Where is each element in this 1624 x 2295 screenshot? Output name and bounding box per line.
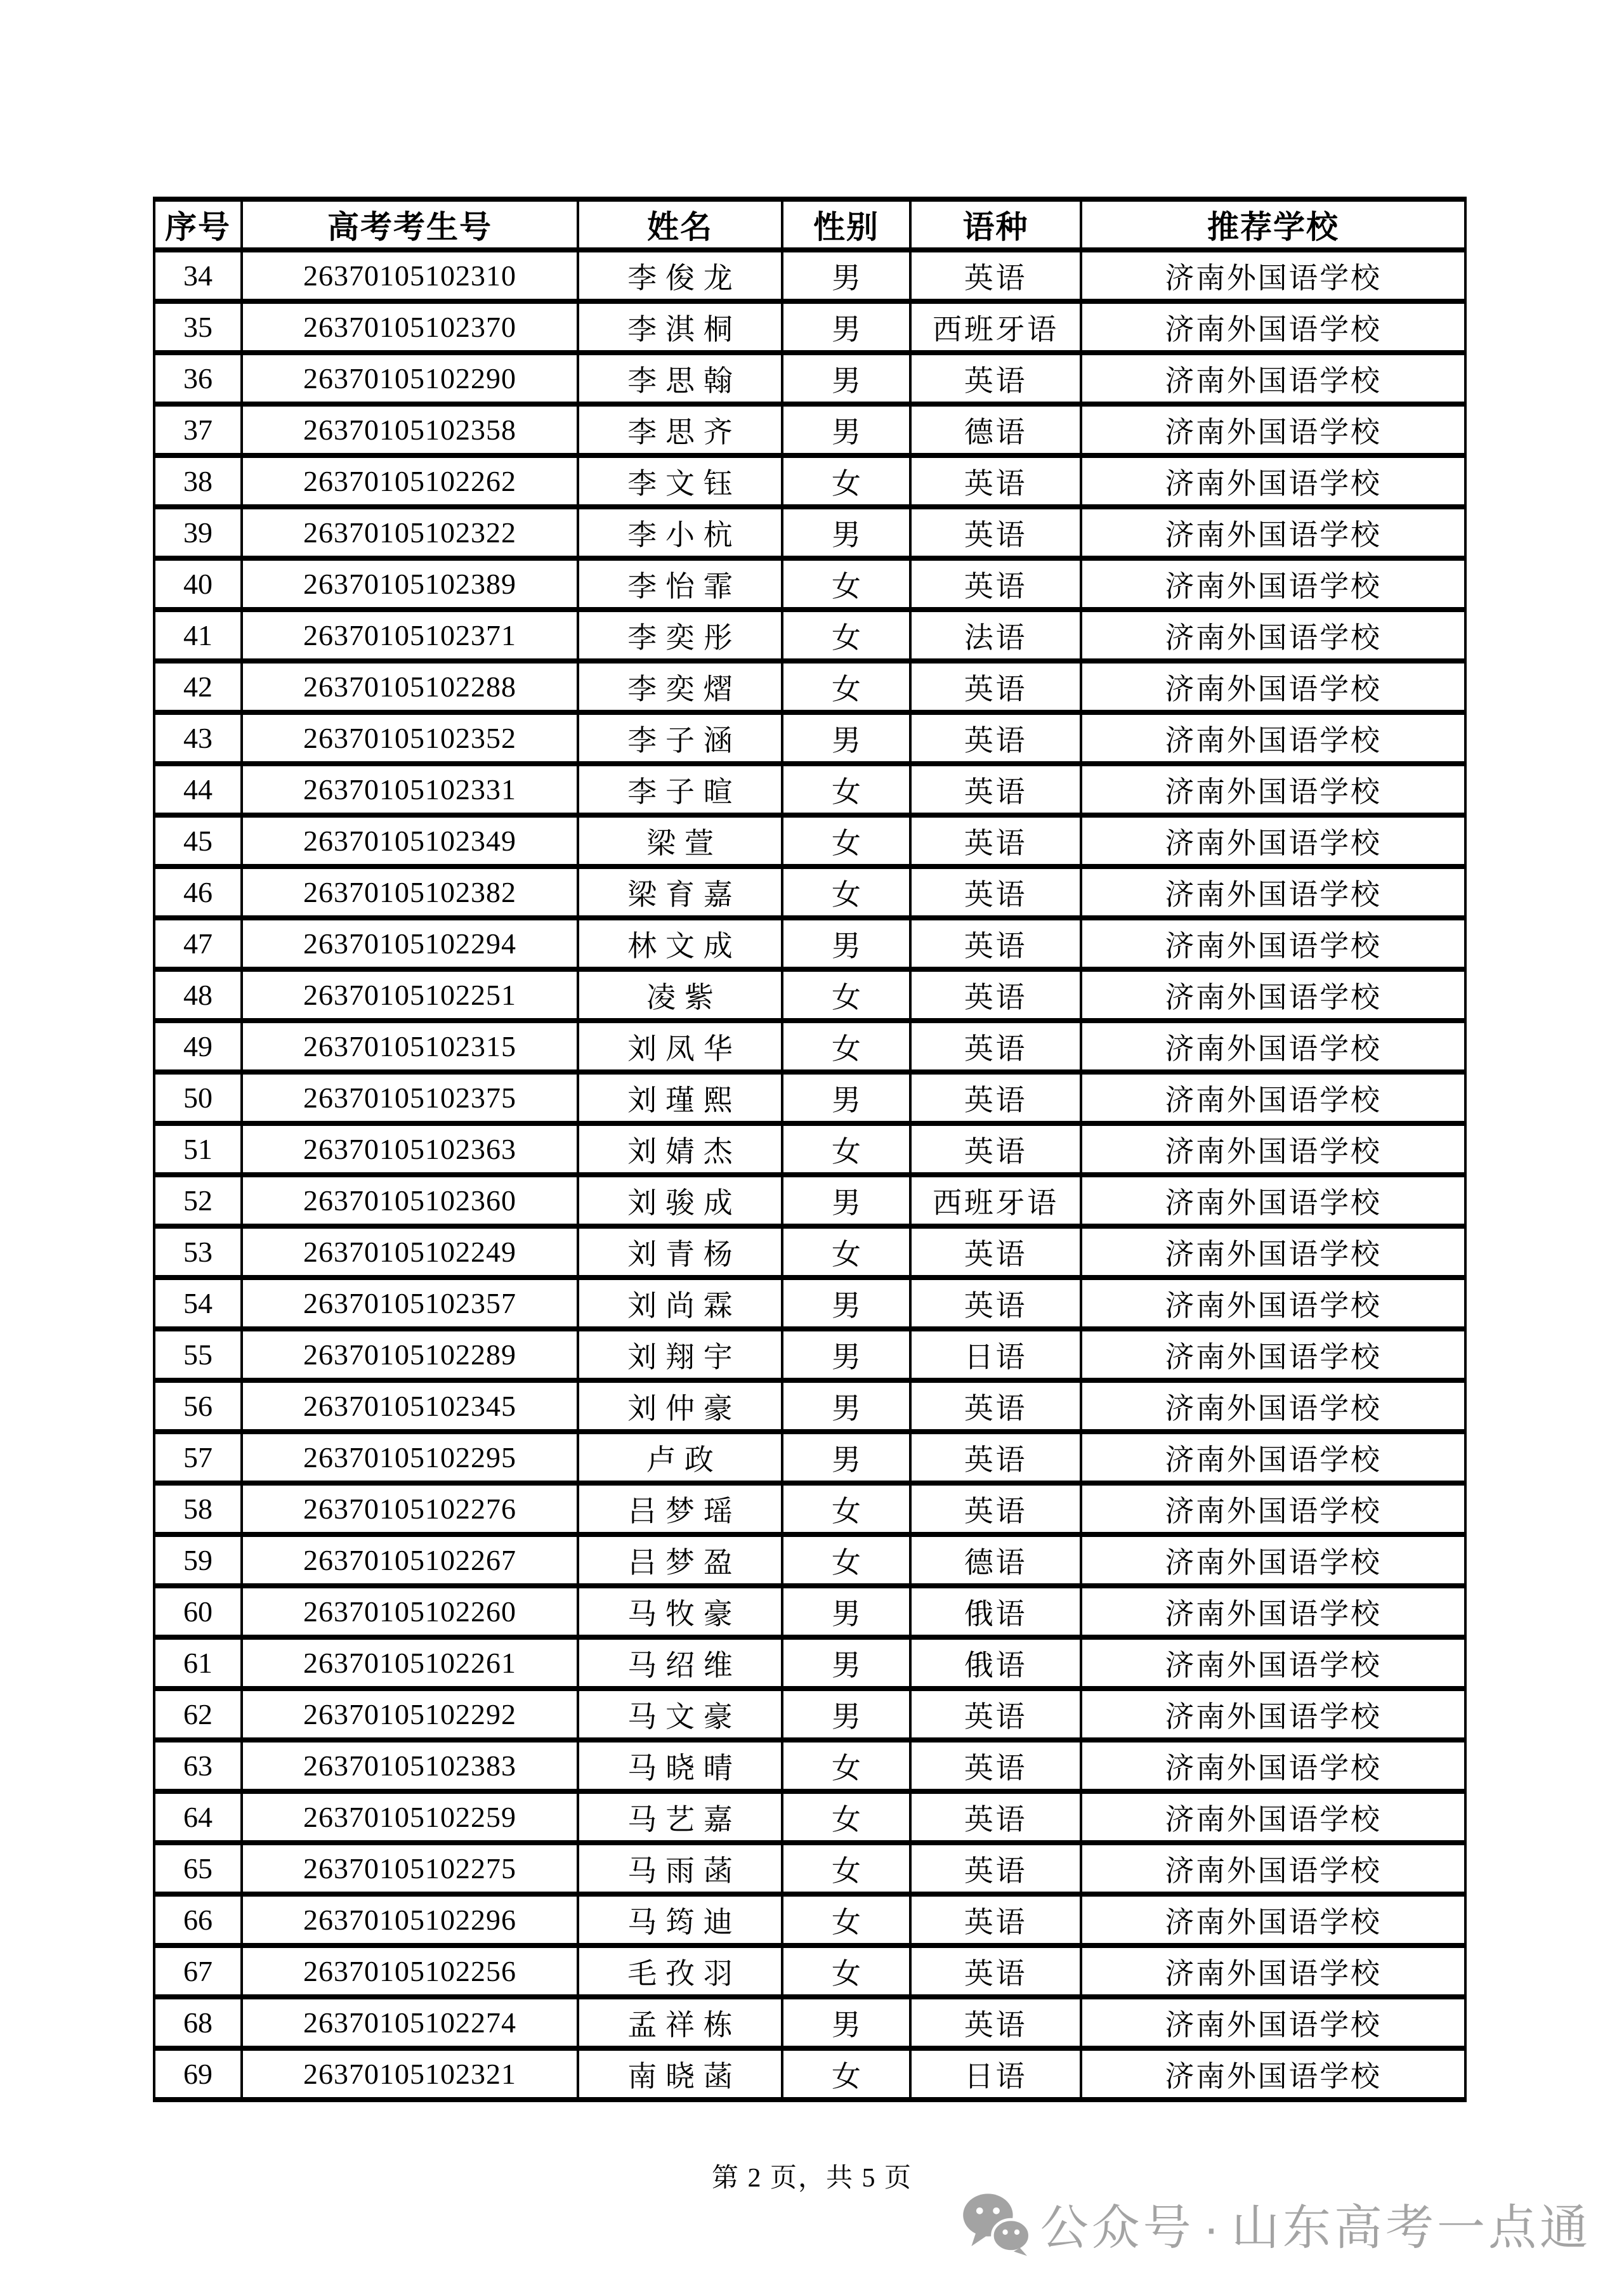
cell-index: 49 [154,1021,242,1072]
cell-language: 英语 [910,1021,1081,1072]
cell-name: 孟祥栋 [578,1997,782,2048]
cell-school: 济南外国语学校 [1081,1586,1465,1637]
table-row [154,250,1465,301]
cell-language: 英语 [910,1997,1081,2048]
table-row [154,815,1465,866]
cell-gender: 女 [782,1843,910,1894]
table-row [154,455,1465,507]
cell-exam-id: 26370105102371 [242,610,578,661]
wechat-icon [960,2192,1031,2265]
cell-exam-id: 26370105102322 [242,507,578,558]
cell-index: 56 [154,1380,242,1432]
watermark-separator: · [1203,2200,1222,2255]
cell-name: 李文钰 [578,455,782,507]
cell-language: 英语 [910,1791,1081,1843]
cell-language: 德语 [910,404,1081,455]
cell-school: 济南外国语学校 [1081,2048,1465,2100]
watermark-account-name: 山东高考一点通 [1231,2200,1591,2255]
table-row [154,558,1465,610]
cell-name: 马牧豪 [578,1586,782,1637]
cell-language: 英语 [910,1380,1081,1432]
roster-table-container [153,197,1464,2102]
column-header-school: 推荐学校 [1081,199,1465,250]
cell-gender: 女 [782,1894,910,1945]
cell-school: 济南外国语学校 [1081,1997,1465,2048]
cell-language: 俄语 [910,1586,1081,1637]
cell-index: 62 [154,1689,242,1740]
cell-gender: 女 [782,1483,910,1534]
table-row [154,1329,1465,1380]
cell-exam-id: 26370105102249 [242,1226,578,1278]
cell-name: 刘婧杰 [578,1123,782,1175]
cell-index: 46 [154,866,242,918]
cell-index: 39 [154,507,242,558]
cell-school: 济南外国语学校 [1081,1123,1465,1175]
cell-school: 济南外国语学校 [1081,1689,1465,1740]
cell-gender: 女 [782,1021,910,1072]
cell-language: 英语 [910,1843,1081,1894]
cell-index: 61 [154,1637,242,1689]
cell-language: 英语 [910,866,1081,918]
cell-gender: 男 [782,1329,910,1380]
cell-name: 李子暄 [578,764,782,815]
table-row [154,404,1465,455]
cell-language: 英语 [910,1689,1081,1740]
cell-index: 41 [154,610,242,661]
cell-school: 济南外国语学校 [1081,558,1465,610]
cell-exam-id: 26370105102295 [242,1432,578,1483]
cell-name: 梁萱 [578,815,782,866]
cell-name: 马绍维 [578,1637,782,1689]
column-header-index: 序号 [154,199,242,250]
cell-language: 英语 [910,1945,1081,1997]
cell-index: 47 [154,918,242,969]
cell-language: 法语 [910,610,1081,661]
cell-language: 英语 [910,969,1081,1021]
cell-exam-id: 26370105102296 [242,1894,578,1945]
cell-school: 济南外国语学校 [1081,250,1465,301]
cell-index: 43 [154,712,242,764]
cell-exam-id: 26370105102310 [242,250,578,301]
cell-language: 英语 [910,1740,1081,1791]
cell-school: 济南外国语学校 [1081,1021,1465,1072]
cell-index: 60 [154,1586,242,1637]
cell-index: 50 [154,1072,242,1123]
table-row [154,1637,1465,1689]
cell-exam-id: 26370105102383 [242,1740,578,1791]
table-row [154,2048,1465,2100]
cell-exam-id: 26370105102358 [242,404,578,455]
cell-index: 69 [154,2048,242,2100]
table-row [154,969,1465,1021]
cell-gender: 男 [782,1689,910,1740]
cell-language: 英语 [910,558,1081,610]
cell-name: 李淇桐 [578,301,782,353]
watermark-prefix: 公众号 [1040,2200,1195,2255]
cell-exam-id: 26370105102382 [242,866,578,918]
table-row [154,661,1465,712]
table-row [154,1740,1465,1791]
cell-index: 36 [154,353,242,404]
cell-school: 济南外国语学校 [1081,1843,1465,1894]
table-row [154,1843,1465,1894]
cell-gender: 男 [782,1637,910,1689]
page-number-text: 第 2 页，共 5 页 [711,2164,912,2193]
cell-gender: 女 [782,764,910,815]
cell-school: 济南外国语学校 [1081,1226,1465,1278]
table-row [154,1021,1465,1072]
cell-exam-id: 26370105102251 [242,969,578,1021]
cell-index: 44 [154,764,242,815]
cell-name: 刘骏成 [578,1175,782,1226]
cell-index: 57 [154,1432,242,1483]
cell-language: 德语 [910,1534,1081,1586]
cell-index: 38 [154,455,242,507]
cell-index: 37 [154,404,242,455]
cell-name: 吕梦瑶 [578,1483,782,1534]
cell-language: 英语 [910,815,1081,866]
cell-index: 48 [154,969,242,1021]
cell-gender: 男 [782,1586,910,1637]
cell-school: 济南外国语学校 [1081,815,1465,866]
cell-index: 35 [154,301,242,353]
cell-language: 英语 [910,250,1081,301]
table-row [154,301,1465,353]
cell-gender: 女 [782,969,910,1021]
cell-exam-id: 26370105102345 [242,1380,578,1432]
table-row [154,1534,1465,1586]
cell-name: 李奕彤 [578,610,782,661]
cell-gender: 男 [782,507,910,558]
cell-name: 刘青杨 [578,1226,782,1278]
table-row [154,1689,1465,1740]
cell-school: 济南外国语学校 [1081,1894,1465,1945]
cell-language: 英语 [910,1432,1081,1483]
cell-language: 西班牙语 [910,1175,1081,1226]
cell-language: 日语 [910,1329,1081,1380]
cell-school: 济南外国语学校 [1081,1072,1465,1123]
cell-name: 马艺嘉 [578,1791,782,1843]
cell-gender: 男 [782,301,910,353]
cell-gender: 女 [782,610,910,661]
cell-language: 英语 [910,1072,1081,1123]
cell-name: 刘凤华 [578,1021,782,1072]
cell-gender: 男 [782,1175,910,1226]
table-row [154,1894,1465,1945]
cell-exam-id: 26370105102289 [242,1329,578,1380]
cell-school: 济南外国语学校 [1081,404,1465,455]
cell-gender: 男 [782,1997,910,2048]
cell-gender: 女 [782,661,910,712]
cell-language: 英语 [910,1894,1081,1945]
cell-exam-id: 26370105102260 [242,1586,578,1637]
table-row [154,507,1465,558]
table-row [154,1997,1465,2048]
cell-language: 英语 [910,1226,1081,1278]
cell-exam-id: 26370105102375 [242,1072,578,1123]
cell-gender: 男 [782,1432,910,1483]
cell-exam-id: 26370105102363 [242,1123,578,1175]
cell-name: 马筠迪 [578,1894,782,1945]
cell-index: 53 [154,1226,242,1278]
table-row [154,353,1465,404]
table-row [154,1278,1465,1329]
cell-school: 济南外国语学校 [1081,1175,1465,1226]
roster-table [153,197,1467,2102]
cell-index: 54 [154,1278,242,1329]
column-header-exam-id: 高考考生号 [242,199,578,250]
cell-school: 济南外国语学校 [1081,1740,1465,1791]
cell-language: 英语 [910,1483,1081,1534]
cell-name: 李俊龙 [578,250,782,301]
cell-gender: 男 [782,1278,910,1329]
cell-school: 济南外国语学校 [1081,1637,1465,1689]
cell-name: 刘瑾熙 [578,1072,782,1123]
cell-gender: 女 [782,815,910,866]
cell-gender: 女 [782,1740,910,1791]
cell-exam-id: 26370105102290 [242,353,578,404]
cell-name: 李思翰 [578,353,782,404]
cell-school: 济南外国语学校 [1081,507,1465,558]
cell-name: 南晓菡 [578,2048,782,2100]
cell-language: 西班牙语 [910,301,1081,353]
cell-index: 65 [154,1843,242,1894]
cell-index: 58 [154,1483,242,1534]
cell-name: 马文豪 [578,1689,782,1740]
cell-language: 英语 [910,764,1081,815]
cell-exam-id: 26370105102370 [242,301,578,353]
cell-exam-id: 26370105102331 [242,764,578,815]
cell-name: 吕梦盈 [578,1534,782,1586]
cell-index: 40 [154,558,242,610]
cell-school: 济南外国语学校 [1081,1278,1465,1329]
cell-exam-id: 26370105102315 [242,1021,578,1072]
cell-language: 英语 [910,712,1081,764]
cell-name: 李奕熠 [578,661,782,712]
cell-index: 63 [154,1740,242,1791]
table-row [154,764,1465,815]
cell-name: 李子涵 [578,712,782,764]
cell-exam-id: 26370105102349 [242,815,578,866]
cell-school: 济南外国语学校 [1081,1791,1465,1843]
cell-index: 34 [154,250,242,301]
cell-index: 52 [154,1175,242,1226]
cell-gender: 女 [782,1226,910,1278]
cell-name: 刘尚霖 [578,1278,782,1329]
cell-language: 英语 [910,507,1081,558]
cell-school: 济南外国语学校 [1081,1945,1465,1997]
cell-exam-id: 26370105102276 [242,1483,578,1534]
cell-gender: 男 [782,1380,910,1432]
column-header-name: 姓名 [578,199,782,250]
cell-index: 59 [154,1534,242,1586]
cell-school: 济南外国语学校 [1081,918,1465,969]
cell-language: 英语 [910,918,1081,969]
table-row [154,1226,1465,1278]
cell-exam-id: 26370105102321 [242,2048,578,2100]
cell-gender: 女 [782,1945,910,1997]
cell-name: 李怡霏 [578,558,782,610]
cell-gender: 男 [782,1072,910,1123]
cell-exam-id: 26370105102360 [242,1175,578,1226]
cell-school: 济南外国语学校 [1081,455,1465,507]
watermark [960,2192,1591,2265]
cell-language: 英语 [910,455,1081,507]
cell-name: 凌紫 [578,969,782,1021]
cell-name: 林文成 [578,918,782,969]
table-row [154,712,1465,764]
cell-school: 济南外国语学校 [1081,301,1465,353]
cell-exam-id: 26370105102288 [242,661,578,712]
cell-school: 济南外国语学校 [1081,610,1465,661]
cell-exam-id: 26370105102275 [242,1843,578,1894]
table-row [154,1072,1465,1123]
cell-language: 俄语 [910,1637,1081,1689]
cell-name: 毛孜羽 [578,1945,782,1997]
cell-gender: 女 [782,2048,910,2100]
cell-name: 马晓晴 [578,1740,782,1791]
cell-exam-id: 26370105102294 [242,918,578,969]
table-row [154,1175,1465,1226]
page-number [0,2157,1624,2195]
cell-index: 66 [154,1894,242,1945]
cell-gender: 女 [782,866,910,918]
cell-exam-id: 26370105102274 [242,1997,578,2048]
cell-school: 济南外国语学校 [1081,1534,1465,1586]
header-row [154,199,1465,250]
cell-gender: 女 [782,1534,910,1586]
cell-gender: 女 [782,1123,910,1175]
cell-school: 济南外国语学校 [1081,1329,1465,1380]
cell-name: 李思齐 [578,404,782,455]
cell-index: 51 [154,1123,242,1175]
cell-language: 英语 [910,661,1081,712]
table-row [154,1432,1465,1483]
table-row [154,1791,1465,1843]
cell-exam-id: 26370105102261 [242,1637,578,1689]
cell-school: 济南外国语学校 [1081,764,1465,815]
cell-index: 64 [154,1791,242,1843]
column-header-language: 语种 [910,199,1081,250]
cell-language: 英语 [910,353,1081,404]
cell-language: 英语 [910,1123,1081,1175]
table-row [154,1945,1465,1997]
cell-index: 45 [154,815,242,866]
cell-gender: 女 [782,558,910,610]
cell-gender: 男 [782,712,910,764]
table-body [154,250,1465,2100]
cell-gender: 男 [782,250,910,301]
cell-exam-id: 26370105102262 [242,455,578,507]
cell-name: 李小杭 [578,507,782,558]
table-row [154,610,1465,661]
cell-exam-id: 26370105102352 [242,712,578,764]
cell-school: 济南外国语学校 [1081,866,1465,918]
cell-gender: 男 [782,404,910,455]
cell-index: 42 [154,661,242,712]
cell-gender: 男 [782,918,910,969]
cell-school: 济南外国语学校 [1081,1483,1465,1534]
table-row [154,1483,1465,1534]
cell-index: 68 [154,1997,242,2048]
cell-exam-id: 26370105102259 [242,1791,578,1843]
table-row [154,1123,1465,1175]
cell-language: 英语 [910,1278,1081,1329]
cell-exam-id: 26370105102357 [242,1278,578,1329]
cell-exam-id: 26370105102292 [242,1689,578,1740]
cell-gender: 男 [782,353,910,404]
cell-school: 济南外国语学校 [1081,969,1465,1021]
column-header-gender: 性别 [782,199,910,250]
cell-exam-id: 26370105102389 [242,558,578,610]
cell-gender: 女 [782,1791,910,1843]
cell-index: 67 [154,1945,242,1997]
table-row [154,1380,1465,1432]
table-row [154,918,1465,969]
cell-name: 马雨菡 [578,1843,782,1894]
cell-name: 卢政 [578,1432,782,1483]
cell-name: 刘翔宇 [578,1329,782,1380]
cell-name: 刘仲豪 [578,1380,782,1432]
cell-name: 梁育嘉 [578,866,782,918]
cell-exam-id: 26370105102267 [242,1534,578,1586]
table-row [154,866,1465,918]
cell-gender: 女 [782,455,910,507]
cell-language: 日语 [910,2048,1081,2100]
cell-school: 济南外国语学校 [1081,712,1465,764]
table-row [154,1586,1465,1637]
cell-school: 济南外国语学校 [1081,353,1465,404]
cell-school: 济南外国语学校 [1081,661,1465,712]
cell-school: 济南外国语学校 [1081,1380,1465,1432]
cell-school: 济南外国语学校 [1081,1432,1465,1483]
cell-index: 55 [154,1329,242,1380]
cell-exam-id: 26370105102256 [242,1945,578,1997]
